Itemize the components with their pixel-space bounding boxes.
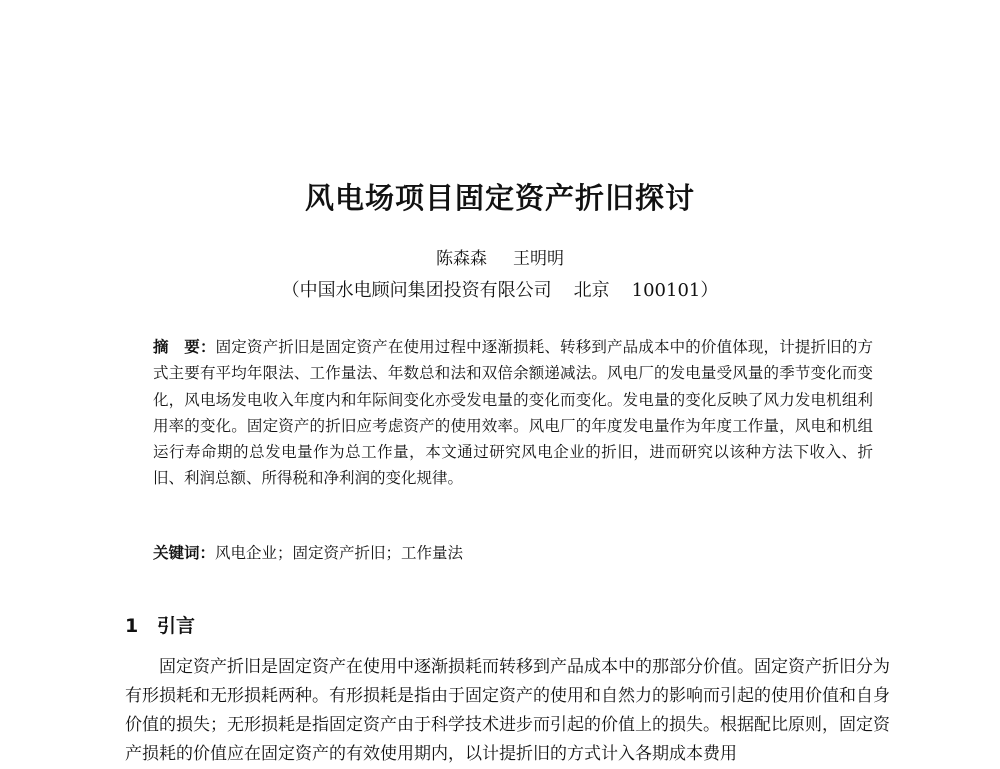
- affiliation-postcode: 100101）: [631, 280, 719, 301]
- keywords-text: 风电企业；固定资产折旧；工作量法: [215, 544, 464, 562]
- abstract-text: 固定资产折旧是固定资产在使用过程中逐渐损耗、转移到产品成本中的价值体现，计提折旧的方式主要有平均年限法、工作量法、年数总和法和双倍余额递减法。风电厂的发电量受风量的季节变化而变化，风电场发电收入年度内和年际间变化亦受发电量的变化而变化。发电量的变化反映了风力发电机组利用率的变化。固定资产的折旧应考虑资产的使用效率。风电厂的年度发电量作为年度工作量，风电和机组运行寿命期的总发电量作为总工作量，本文通过研究风电企业的折旧，进而研究以该种方法下收入、折旧、利润总额、所得税和净利润的变化规律。: [153, 338, 873, 488]
- section-heading: [125, 611, 195, 638]
- affiliation: [0, 276, 1000, 302]
- keywords-label: 关键词：: [153, 544, 216, 562]
- keywords: [153, 541, 463, 563]
- section-body: 固定资产折旧是固定资产在使用中逐渐损耗而转移到产品成本中的那部分价值。固定资产折旧分为有形损耗和无形损耗两种。有形损耗是指由于固定资产的使用和自然力的影响而引起的使用价值和自身价值的损失；无形损耗是指固定资产由于科学技术进步而引起的价值上的损失。根据配比原则，固定资产损耗的价值应在固定资产的有效使用期内，以计提折旧的方式计入各期成本费用: [125, 657, 890, 764]
- paper-title: 风电场项目固定资产折旧探讨: [304, 181, 695, 215]
- author-list: [0, 244, 1000, 269]
- abstract: [153, 334, 873, 492]
- author-name: 陈森森: [436, 249, 487, 269]
- author-name: 王明明: [513, 249, 564, 269]
- affiliation-org: （中国水电顾问集团投资有限公司: [281, 280, 552, 301]
- abstract-label: 摘 要：: [153, 338, 216, 356]
- affiliation-city: 北京: [573, 280, 610, 301]
- section-title: 引言: [157, 615, 196, 637]
- section-number: 1: [125, 615, 139, 637]
